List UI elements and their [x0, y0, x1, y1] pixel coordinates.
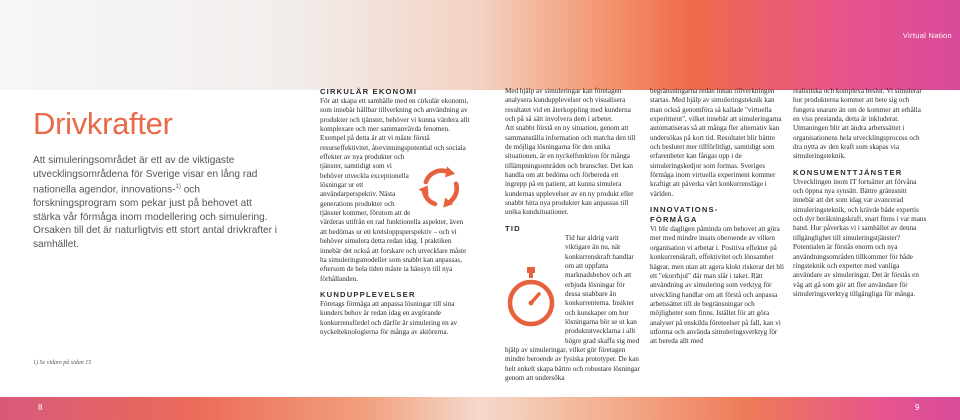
paragraph-simuleringar: Med hjälp av simuleringar kan företagen analysera kundupplevelser och visualisera resultatet vid en återkoppling med kunderna och på så sätt involvera dem i arbetet.	[505, 87, 631, 124]
lead-text-part1: Att simuleringsområdet är ett av de viktigaste utvecklingsområdena för Sverige visar en lång rad nationella agendor, innovations-	[33, 155, 258, 196]
page-title: Drivkrafter	[33, 106, 173, 141]
paragraph-konsumenttjanster: Utvecklingen inom IT fortsätter att förvåna och öppna nya synsätt. Bättre gränssnitt innebär att det som idag var avancerad simuleringsteknik, och krävde både expertis och dyr beräkningskraft, snart finns i var mans hand. Hur påverkas vi i samhället av denna tillgänglighet till simuleringstjänster? Potentialen är förstås enorm och nya användningsområden tillkommer för både ringsteknik och experter med vanliga användare av simuleringar. Det är förstås en väg att gå som gör att fler användare för simuleringsverktyg tillgängliga för många.	[793, 177, 927, 298]
column-innovationsformaga	[650, 87, 786, 347]
heading-cirkular-ekonomi: CIRKULÄR EKONOMI	[320, 87, 418, 96]
header-gradient-bar	[0, 0, 960, 90]
heading-kundupplevelser: KUNDUPPLEVELSER	[320, 289, 416, 299]
footer-gradient-bar	[0, 397, 960, 420]
lead-footnote-marker: 1)	[175, 184, 181, 191]
paragraph-innovationsformaga: Vi blir dagligen påminda om behovet att göra mer med mindre insats oberoende av vilken organisation vi arbetar i. Positiva effekter på konkurrenskraft, effektivitet och lönsamhet hägrar, men utan att agera klokt riskerar det bli ett "ekorrhjul" där man slår i taket. Rätt användning av simulering som verktyg för utveckling handlar om att förstå och anpassa arbetssättet till de begränsningar och möjligheter som finns. Istället för att göra analyser på enskilda företeelser på fall, kan vi utforma och använda simuleringsverktyg för att bereda allt med	[650, 225, 784, 346]
lead-text-part2: och forskningsprogram som pekar just på behovet att stärka vår förmåga inom modellering och simulering. Orsaken till det är naturligtvis ett stort antal drivkrafter i samhället.	[33, 184, 278, 250]
paragraph-kundupplevelser: Företags förmåga att anpassa lösningar till sina kunders behov är redan idag en avgörande konkurrensfördel och därför är simulering en av nyckelteknologierna för många av aktörerna.	[320, 299, 458, 336]
column-konsumenttjanster	[793, 87, 928, 299]
paragraph-cirkular-ekonomi: För att skapa ett samhälle med en cirkulär ekonomi, som innebär hållbar tillverkning och användning av produkter och tjänster, behöver vi kunna värdera allt komplexare och mer sammanvävda fenomen. Exempel på detta är att vi måste förstå resurseffektivitet, återvinningspotential och sociala effekter av nya produkter och tjänster, samtidigt som vi behöver utveckla exceptionella lösningar ur ett användarperspektiv. Nästa generations produkter och tjänster kommer, förutom att de värderas utifrån en rad funktionella aspekter, även att bedömas ur ett kretsloppsperspektiv – och vi behöver simulera detta redan idag. I praktiken innebär det också att forskare och utvecklare måste ha simuleringsmodeller som snabbt kan anpassas, eftersom de hela tiden måste ta hänsyn till nya förhållanden.	[320, 97, 470, 283]
heading-tid: TID	[505, 223, 521, 233]
paragraph-snabbt-forsta: Att snabbt förstå en ny situation, genom att sammanställa information och matcha den till de möjliga lösningarna för den unika situationen, är en nyckelfunktion för många tillämpningsområden och branscher. Det kan handla om att bedöma och förbereda ett ingrepp på en patient, att kunna simulera kundernas upplevelser av en ny produkt eller snabbt hitta nya produkter kan anpassas till unika kundsituationer.	[505, 124, 636, 217]
paragraph-begransningarna: begränsningarna redan innan tillverkningen startas. Med hjälp av simuleringsteknik kan man också genomföra så kallade "virtuella experiment", vilket innebär att simuleringarna automatiseras så att många fler alternativ kan undersökas på kort tid. Resultatet blir bättre och beslutet mer tillförlitligt, samtidigt som erfarenheter kan fångas upp i de simuleringskedjor som formas. Sveriges förmåga inom virtuella experiment kommer kraftigt att påverka vårt konkurrensläge i världen.	[650, 87, 782, 198]
column-tid	[505, 87, 640, 383]
lead-paragraph	[33, 154, 278, 252]
paragraph-tid: Tid har aldrig varit viktigare än nu, när konkurrenskraft handlar om att uppfatta marknadsbehov och att erbjuda lösningar för dessa snabbare än konkurrenterna. Insikter och kunskaper om hur lösningarna bör se ut kan produktutvecklarna i allt högre grad skaffa sig med hjälp av simuleringar, vilket gör företagen mindre beroende av fysiska prototyper. De kan helt enkelt skapa bättre och robustare lösningar genom att undersöka	[505, 233, 640, 382]
heading-konsumenttjanster: KONSUMENTTJÄNSTER	[793, 167, 903, 177]
publication-tag: Virtual Nation	[902, 31, 952, 40]
footnote: 1) Se vidare på sidan 15	[33, 360, 92, 366]
heading-innovationsformaga-line2: FÖRMÅGA	[650, 215, 698, 225]
page-number-left: 8	[38, 403, 43, 412]
recycle-arrows-icon	[413, 160, 468, 215]
page-number-right: 9	[915, 403, 920, 412]
paragraph-realistiska: realistiska och komplexa beslut. Vi simulerar hur produkterna kommer att bete sig och fungera snarare än om de kommer att erhålla en viss prestanda, detta är inkluderat. Utmaningen blir att ändra arbetssättet i organisationens hela utvecklingsprocess och dra nytta av den kraft som skapas via simuleringsteknik.	[793, 87, 922, 161]
stopwatch-icon	[506, 265, 556, 331]
heading-innovationsformaga-line1: INNOVATIONS-	[650, 205, 719, 215]
